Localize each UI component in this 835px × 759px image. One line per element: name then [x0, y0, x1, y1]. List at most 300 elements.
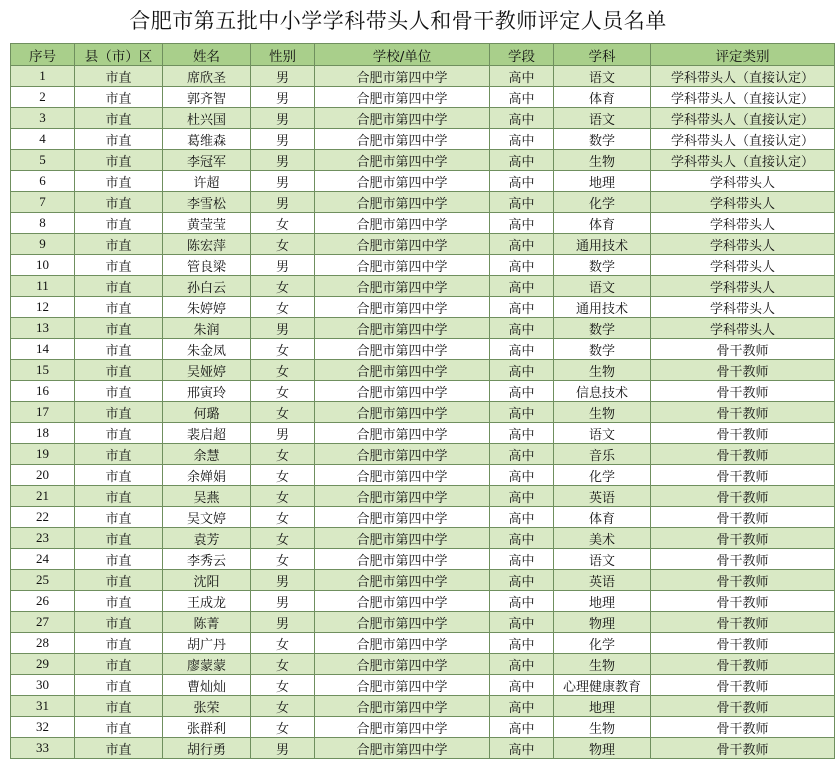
cell-district: 市直 — [75, 738, 163, 759]
cell-subject: 化学 — [554, 465, 651, 486]
cell-name: 席欣圣 — [163, 66, 251, 87]
table-row — [11, 444, 835, 465]
cell-index: 6 — [11, 171, 75, 192]
cell-school: 合肥市第四中学 — [315, 528, 490, 549]
cell-level: 高中 — [490, 738, 554, 759]
cell-category: 骨干教师 — [651, 717, 835, 738]
cell-level: 高中 — [490, 87, 554, 108]
cell-index: 3 — [11, 108, 75, 129]
cell-level: 高中 — [490, 528, 554, 549]
table-row — [11, 66, 835, 87]
cell-school: 合肥市第四中学 — [315, 423, 490, 444]
cell-name: 裴启超 — [163, 423, 251, 444]
cell-district: 市直 — [75, 297, 163, 318]
cell-gender: 女 — [251, 402, 315, 423]
cell-subject: 生物 — [554, 360, 651, 381]
cell-school: 合肥市第四中学 — [315, 570, 490, 591]
cell-level: 高中 — [490, 633, 554, 654]
table-row — [11, 696, 835, 717]
cell-district: 市直 — [75, 717, 163, 738]
cell-subject: 地理 — [554, 171, 651, 192]
cell-index: 26 — [11, 591, 75, 612]
cell-district: 市直 — [75, 444, 163, 465]
cell-name: 李冠军 — [163, 150, 251, 171]
cell-gender: 女 — [251, 633, 315, 654]
table-row — [11, 276, 835, 297]
column-header-index: 序号 — [11, 44, 75, 66]
cell-district: 市直 — [75, 612, 163, 633]
cell-category: 骨干教师 — [651, 633, 835, 654]
cell-gender: 男 — [251, 591, 315, 612]
cell-index: 5 — [11, 150, 75, 171]
cell-district: 市直 — [75, 696, 163, 717]
cell-name: 朱婷婷 — [163, 297, 251, 318]
cell-subject: 化学 — [554, 192, 651, 213]
cell-school: 合肥市第四中学 — [315, 549, 490, 570]
cell-index: 4 — [11, 129, 75, 150]
cell-gender: 男 — [251, 150, 315, 171]
cell-name: 孙白云 — [163, 276, 251, 297]
cell-subject: 数学 — [554, 318, 651, 339]
cell-subject: 化学 — [554, 633, 651, 654]
cell-subject: 地理 — [554, 696, 651, 717]
table-row — [11, 87, 835, 108]
cell-name: 余婵娟 — [163, 465, 251, 486]
cell-name: 邢寅玲 — [163, 381, 251, 402]
cell-subject: 语文 — [554, 549, 651, 570]
cell-name: 陈宏萍 — [163, 234, 251, 255]
cell-name: 管良梁 — [163, 255, 251, 276]
cell-name: 陈菁 — [163, 612, 251, 633]
cell-gender: 男 — [251, 108, 315, 129]
cell-name: 李雪松 — [163, 192, 251, 213]
cell-category: 学科带头人（直接认定） — [651, 66, 835, 87]
cell-district: 市直 — [75, 108, 163, 129]
table-row — [11, 675, 835, 696]
cell-level: 高中 — [490, 234, 554, 255]
cell-subject: 数学 — [554, 339, 651, 360]
cell-category: 学科带头人 — [651, 276, 835, 297]
cell-subject: 物理 — [554, 738, 651, 759]
cell-category: 学科带头人 — [651, 234, 835, 255]
cell-category: 骨干教师 — [651, 507, 835, 528]
cell-index: 33 — [11, 738, 75, 759]
cell-level: 高中 — [490, 129, 554, 150]
cell-district: 市直 — [75, 507, 163, 528]
cell-district: 市直 — [75, 255, 163, 276]
cell-category: 学科带头人（直接认定） — [651, 129, 835, 150]
cell-level: 高中 — [490, 360, 554, 381]
table-row — [11, 402, 835, 423]
cell-name: 张群利 — [163, 717, 251, 738]
cell-level: 高中 — [490, 507, 554, 528]
cell-school: 合肥市第四中学 — [315, 339, 490, 360]
cell-subject: 体育 — [554, 213, 651, 234]
cell-index: 7 — [11, 192, 75, 213]
cell-gender: 女 — [251, 486, 315, 507]
cell-index: 32 — [11, 717, 75, 738]
cell-category: 学科带头人 — [651, 213, 835, 234]
column-header-gender: 性别 — [251, 44, 315, 66]
cell-level: 高中 — [490, 423, 554, 444]
cell-subject: 体育 — [554, 507, 651, 528]
cell-gender: 女 — [251, 360, 315, 381]
cell-subject: 英语 — [554, 486, 651, 507]
cell-district: 市直 — [75, 486, 163, 507]
cell-index: 2 — [11, 87, 75, 108]
teacher-list-table — [10, 43, 835, 759]
cell-district: 市直 — [75, 381, 163, 402]
table-row — [11, 234, 835, 255]
table-body — [11, 66, 835, 759]
cell-school: 合肥市第四中学 — [315, 192, 490, 213]
table-row — [11, 633, 835, 654]
cell-subject: 通用技术 — [554, 297, 651, 318]
cell-index: 25 — [11, 570, 75, 591]
cell-gender: 男 — [251, 738, 315, 759]
cell-district: 市直 — [75, 171, 163, 192]
cell-subject: 通用技术 — [554, 234, 651, 255]
cell-level: 高中 — [490, 696, 554, 717]
cell-subject: 信息技术 — [554, 381, 651, 402]
cell-level: 高中 — [490, 444, 554, 465]
cell-level: 高中 — [490, 171, 554, 192]
cell-level: 高中 — [490, 66, 554, 87]
cell-level: 高中 — [490, 339, 554, 360]
cell-index: 1 — [11, 66, 75, 87]
cell-index: 9 — [11, 234, 75, 255]
cell-school: 合肥市第四中学 — [315, 381, 490, 402]
cell-subject: 生物 — [554, 402, 651, 423]
cell-subject: 英语 — [554, 570, 651, 591]
column-header-school: 学校/单位 — [315, 44, 490, 66]
cell-level: 高中 — [490, 717, 554, 738]
cell-district: 市直 — [75, 549, 163, 570]
column-header-name: 姓名 — [163, 44, 251, 66]
cell-district: 市直 — [75, 465, 163, 486]
cell-gender: 女 — [251, 675, 315, 696]
cell-index: 12 — [11, 297, 75, 318]
cell-level: 高中 — [490, 591, 554, 612]
table-row — [11, 486, 835, 507]
cell-district: 市直 — [75, 675, 163, 696]
cell-school: 合肥市第四中学 — [315, 297, 490, 318]
cell-gender: 女 — [251, 234, 315, 255]
cell-category: 骨干教师 — [651, 654, 835, 675]
cell-school: 合肥市第四中学 — [315, 150, 490, 171]
cell-school: 合肥市第四中学 — [315, 507, 490, 528]
cell-gender: 女 — [251, 549, 315, 570]
table-row — [11, 570, 835, 591]
cell-school: 合肥市第四中学 — [315, 738, 490, 759]
table-row — [11, 423, 835, 444]
cell-name: 朱金凤 — [163, 339, 251, 360]
cell-index: 23 — [11, 528, 75, 549]
cell-school: 合肥市第四中学 — [315, 465, 490, 486]
cell-name: 吴文婷 — [163, 507, 251, 528]
cell-school: 合肥市第四中学 — [315, 444, 490, 465]
cell-gender: 女 — [251, 297, 315, 318]
cell-district: 市直 — [75, 360, 163, 381]
cell-level: 高中 — [490, 486, 554, 507]
cell-district: 市直 — [75, 66, 163, 87]
cell-index: 10 — [11, 255, 75, 276]
cell-school: 合肥市第四中学 — [315, 213, 490, 234]
cell-school: 合肥市第四中学 — [315, 612, 490, 633]
table-row — [11, 528, 835, 549]
cell-level: 高中 — [490, 654, 554, 675]
cell-level: 高中 — [490, 318, 554, 339]
cell-category: 学科带头人（直接认定） — [651, 150, 835, 171]
cell-district: 市直 — [75, 150, 163, 171]
cell-name: 廖蒙蒙 — [163, 654, 251, 675]
cell-name: 黄莹莹 — [163, 213, 251, 234]
cell-index: 13 — [11, 318, 75, 339]
cell-gender: 女 — [251, 339, 315, 360]
table-row — [11, 213, 835, 234]
cell-category: 学科带头人（直接认定） — [651, 108, 835, 129]
table-row — [11, 360, 835, 381]
cell-index: 31 — [11, 696, 75, 717]
cell-school: 合肥市第四中学 — [315, 591, 490, 612]
cell-level: 高中 — [490, 108, 554, 129]
cell-gender: 女 — [251, 654, 315, 675]
cell-name: 胡广丹 — [163, 633, 251, 654]
cell-school: 合肥市第四中学 — [315, 171, 490, 192]
cell-category: 骨干教师 — [651, 612, 835, 633]
cell-gender: 男 — [251, 423, 315, 444]
cell-category: 骨干教师 — [651, 675, 835, 696]
cell-subject: 语文 — [554, 66, 651, 87]
cell-district: 市直 — [75, 339, 163, 360]
cell-district: 市直 — [75, 213, 163, 234]
cell-district: 市直 — [75, 318, 163, 339]
cell-subject: 数学 — [554, 129, 651, 150]
cell-school: 合肥市第四中学 — [315, 360, 490, 381]
column-header-district: 县（市）区 — [75, 44, 163, 66]
cell-index: 14 — [11, 339, 75, 360]
cell-level: 高中 — [490, 612, 554, 633]
cell-school: 合肥市第四中学 — [315, 255, 490, 276]
cell-school: 合肥市第四中学 — [315, 318, 490, 339]
cell-subject: 生物 — [554, 717, 651, 738]
cell-index: 29 — [11, 654, 75, 675]
cell-index: 19 — [11, 444, 75, 465]
cell-gender: 女 — [251, 507, 315, 528]
cell-name: 曹灿灿 — [163, 675, 251, 696]
cell-subject: 数学 — [554, 255, 651, 276]
cell-category: 骨干教师 — [651, 549, 835, 570]
table-row — [11, 465, 835, 486]
table-row — [11, 381, 835, 402]
cell-category: 学科带头人（直接认定） — [651, 87, 835, 108]
cell-index: 8 — [11, 213, 75, 234]
cell-name: 胡行勇 — [163, 738, 251, 759]
cell-level: 高中 — [490, 549, 554, 570]
cell-index: 27 — [11, 612, 75, 633]
cell-name: 葛维森 — [163, 129, 251, 150]
cell-subject: 体育 — [554, 87, 651, 108]
cell-index: 20 — [11, 465, 75, 486]
cell-district: 市直 — [75, 570, 163, 591]
cell-name: 吴燕 — [163, 486, 251, 507]
cell-category: 骨干教师 — [651, 381, 835, 402]
column-header-level: 学段 — [490, 44, 554, 66]
cell-school: 合肥市第四中学 — [315, 66, 490, 87]
cell-category: 学科带头人 — [651, 192, 835, 213]
cell-name: 何璐 — [163, 402, 251, 423]
cell-district: 市直 — [75, 129, 163, 150]
cell-category: 学科带头人 — [651, 255, 835, 276]
cell-subject: 生物 — [554, 654, 651, 675]
cell-gender: 男 — [251, 612, 315, 633]
cell-name: 李秀云 — [163, 549, 251, 570]
cell-name: 袁芳 — [163, 528, 251, 549]
cell-subject: 音乐 — [554, 444, 651, 465]
cell-category: 骨干教师 — [651, 738, 835, 759]
cell-gender: 女 — [251, 213, 315, 234]
cell-gender: 男 — [251, 192, 315, 213]
cell-district: 市直 — [75, 234, 163, 255]
cell-gender: 男 — [251, 129, 315, 150]
table-row — [11, 297, 835, 318]
cell-school: 合肥市第四中学 — [315, 633, 490, 654]
cell-gender: 女 — [251, 717, 315, 738]
cell-gender: 女 — [251, 276, 315, 297]
cell-index: 16 — [11, 381, 75, 402]
cell-name: 张荣 — [163, 696, 251, 717]
table-row — [11, 171, 835, 192]
column-header-category: 评定类别 — [651, 44, 835, 66]
cell-index: 15 — [11, 360, 75, 381]
cell-gender: 男 — [251, 87, 315, 108]
cell-subject: 语文 — [554, 276, 651, 297]
cell-school: 合肥市第四中学 — [315, 486, 490, 507]
table-row — [11, 129, 835, 150]
cell-category: 骨干教师 — [651, 444, 835, 465]
cell-category: 骨干教师 — [651, 591, 835, 612]
cell-name: 王成龙 — [163, 591, 251, 612]
cell-gender: 男 — [251, 570, 315, 591]
cell-level: 高中 — [490, 570, 554, 591]
cell-school: 合肥市第四中学 — [315, 108, 490, 129]
table-row — [11, 192, 835, 213]
cell-category: 学科带头人 — [651, 318, 835, 339]
cell-subject: 生物 — [554, 150, 651, 171]
cell-school: 合肥市第四中学 — [315, 654, 490, 675]
cell-category: 学科带头人 — [651, 297, 835, 318]
cell-name: 杜兴国 — [163, 108, 251, 129]
cell-level: 高中 — [490, 402, 554, 423]
cell-subject: 地理 — [554, 591, 651, 612]
cell-name: 余慧 — [163, 444, 251, 465]
cell-school: 合肥市第四中学 — [315, 696, 490, 717]
table-header-row — [11, 44, 835, 66]
cell-gender: 男 — [251, 66, 315, 87]
cell-index: 24 — [11, 549, 75, 570]
cell-gender: 女 — [251, 381, 315, 402]
cell-district: 市直 — [75, 276, 163, 297]
table-row — [11, 549, 835, 570]
table-row — [11, 738, 835, 759]
cell-gender: 男 — [251, 171, 315, 192]
column-header-subject: 学科 — [554, 44, 651, 66]
table-row — [11, 507, 835, 528]
cell-category: 骨干教师 — [651, 465, 835, 486]
cell-category: 骨干教师 — [651, 339, 835, 360]
cell-category: 骨干教师 — [651, 696, 835, 717]
cell-level: 高中 — [490, 192, 554, 213]
cell-gender: 女 — [251, 444, 315, 465]
cell-subject: 语文 — [554, 108, 651, 129]
cell-school: 合肥市第四中学 — [315, 717, 490, 738]
cell-level: 高中 — [490, 675, 554, 696]
cell-district: 市直 — [75, 654, 163, 675]
cell-category: 学科带头人 — [651, 171, 835, 192]
cell-index: 21 — [11, 486, 75, 507]
cell-category: 骨干教师 — [651, 423, 835, 444]
cell-subject: 语文 — [554, 423, 651, 444]
cell-district: 市直 — [75, 402, 163, 423]
cell-name: 许超 — [163, 171, 251, 192]
cell-gender: 女 — [251, 696, 315, 717]
table-row — [11, 654, 835, 675]
cell-school: 合肥市第四中学 — [315, 276, 490, 297]
cell-district: 市直 — [75, 591, 163, 612]
cell-index: 17 — [11, 402, 75, 423]
cell-school: 合肥市第四中学 — [315, 675, 490, 696]
cell-school: 合肥市第四中学 — [315, 129, 490, 150]
table-row — [11, 339, 835, 360]
cell-school: 合肥市第四中学 — [315, 402, 490, 423]
cell-level: 高中 — [490, 150, 554, 171]
table-row — [11, 717, 835, 738]
cell-level: 高中 — [490, 213, 554, 234]
table-row — [11, 612, 835, 633]
cell-name: 吴娅婷 — [163, 360, 251, 381]
cell-category: 骨干教师 — [651, 360, 835, 381]
cell-category: 骨干教师 — [651, 528, 835, 549]
cell-index: 30 — [11, 675, 75, 696]
cell-category: 骨干教师 — [651, 486, 835, 507]
cell-district: 市直 — [75, 87, 163, 108]
cell-gender: 女 — [251, 465, 315, 486]
cell-school: 合肥市第四中学 — [315, 87, 490, 108]
cell-index: 28 — [11, 633, 75, 654]
cell-index: 11 — [11, 276, 75, 297]
page-title: 合肥市第五批中小学学科带头人和骨干教师评定人员名单 — [129, 9, 667, 33]
table-row — [11, 318, 835, 339]
table-row — [11, 150, 835, 171]
cell-school: 合肥市第四中学 — [315, 234, 490, 255]
cell-category: 骨干教师 — [651, 570, 835, 591]
cell-level: 高中 — [490, 381, 554, 402]
cell-index: 18 — [11, 423, 75, 444]
cell-gender: 女 — [251, 528, 315, 549]
cell-subject: 心理健康教育 — [554, 675, 651, 696]
table-row — [11, 591, 835, 612]
cell-level: 高中 — [490, 255, 554, 276]
cell-subject: 物理 — [554, 612, 651, 633]
cell-district: 市直 — [75, 528, 163, 549]
cell-gender: 男 — [251, 318, 315, 339]
cell-district: 市直 — [75, 633, 163, 654]
cell-name: 郭齐智 — [163, 87, 251, 108]
cell-district: 市直 — [75, 423, 163, 444]
cell-name: 朱润 — [163, 318, 251, 339]
cell-category: 骨干教师 — [651, 402, 835, 423]
cell-gender: 男 — [251, 255, 315, 276]
